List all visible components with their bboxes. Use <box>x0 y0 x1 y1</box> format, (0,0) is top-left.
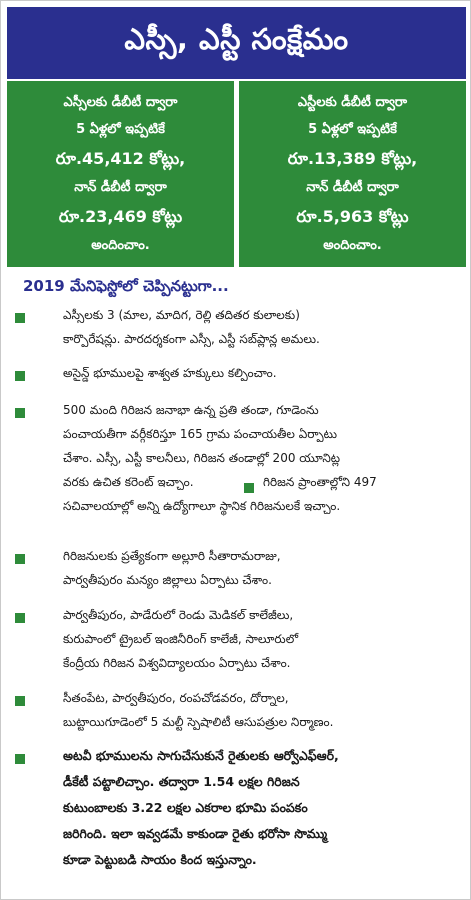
bullet-square-icon <box>15 696 25 706</box>
sc-dbt-amount: రూ.45,412 కోట్లు, <box>55 149 186 169</box>
bullet-text: పార్వతీపురం మన్యం జిల్లాలు ఏర్పాటు చేశాం. <box>63 573 272 587</box>
st-dbt-amount: రూ.13,389 కోట్లు, <box>287 149 418 169</box>
st-line-1: ఎస్టీలకు డీబీటీ ద్వారా <box>297 94 408 110</box>
bullet-text: చేశాం. ఎస్సీ, ఎస్టీ కాలనీలు, గిరిజన తండాల్లో 200 యూనిట్ల <box>63 451 341 465</box>
bullet-text: గిరిజనులకు ప్రత్యేకంగా అల్లూరి సీతారామరాజు, <box>63 549 281 563</box>
bullet-text: సచివాలయాల్లో అన్ని ఉద్యోగాలూ స్థానిక గిరిజనులకే ఇచ్చాం. <box>63 499 341 513</box>
bullet-square-icon <box>15 313 25 323</box>
bullet-text: వరకు ఉచిత కరెంట్ ఇచ్చాం. <box>63 475 194 489</box>
sc-line-4: అందించాం. <box>91 237 150 253</box>
bullet-square-icon <box>15 408 25 418</box>
panel-divider <box>235 87 237 261</box>
bullet-text: డీకేటీ పట్టాలిచ్చాం. తద్వారా 1.54 లక్షల గిరిజన <box>63 774 300 789</box>
sc-line-1: ఎస్సీలకు డీబీటీ ద్వారా <box>63 94 178 110</box>
bullet-text: పంచాయతీగా వర్గీకరిస్తూ 165 గ్రామ పంచాయతీల ఏర్పాటు <box>63 427 338 441</box>
bullet-text: కార్పొరేషన్లు. పారదర్శకంగా ఎస్సీ, ఎస్టీ సబ్‌ప్లాన్ల అమలు. <box>63 332 320 346</box>
bullet-text: అసైన్డ్ భూములపై శాశ్వత హక్కులు కల్పించాం. <box>63 366 277 380</box>
sc-funds-panel <box>7 81 234 267</box>
sc-line-3: నాన్ డీబీటీ ద్వారా <box>74 179 167 195</box>
st-line-3: నాన్ డీబీటీ ద్వారా <box>306 179 399 195</box>
bullet-square-icon <box>15 554 25 564</box>
sc-line-2: 5 ఏళ్లలో ఇప్పటికే <box>76 121 165 137</box>
bullet-text: పార్వతీపురం, పాడేరులో రెండు మెడికల్ కాలేజీలు, <box>63 608 294 622</box>
bullet-text: జరిగింది. ఇలా ఇవ్వడమే కాకుండా రైతు భరోసా సొమ్ము <box>63 826 328 841</box>
page-title: ఎస్సీ, ఎస్టీ సంక్షేమం <box>124 22 349 56</box>
bullet-text: కురుపాంలో ట్రైబల్ ఇంజినీరింగ్ కాలేజీ, సాలూరులో <box>63 632 299 646</box>
bullet-text: కూడా పెట్టుబడి సాయం కింద ఇస్తున్నాం. <box>63 852 257 867</box>
bullet-text: అటవీ భూములను సాగుచేసుకునే రైతులకు ఆర్వోఎఫ్ఆర్, <box>63 748 339 763</box>
bullet-square-icon <box>244 483 254 493</box>
bullet-text: ఎస్సీలకు 3 (మాల, మాదిగ, రెల్లి తదితర కులాలకు) <box>63 308 300 322</box>
bullet-text: బుట్టాయిగూడెంలో 5 మల్టీ స్పెషాలిటీ ఆసుపత్రుల నిర్మాణం. <box>63 715 334 729</box>
st-line-2: 5 ఏళ్లలో ఇప్పటికే <box>308 121 397 137</box>
title-banner <box>7 7 466 79</box>
st-non-dbt-amount: రూ.5,963 కోట్లు <box>296 206 409 226</box>
bullet-square-icon <box>15 371 25 381</box>
st-line-4: అందించాం. <box>323 237 382 253</box>
st-funds-panel <box>239 81 466 267</box>
bullet-text: 500 మంది గిరిజన జనాభా ఉన్న ప్రతి తండా, గూడెంను <box>63 403 319 417</box>
manifesto-subheading: 2019 మేనిఫెస్టోలో చెప్పినట్టుగా... <box>23 277 229 295</box>
bullet-text: గిరిజన ప్రాంతాల్లోని 497 <box>263 475 377 489</box>
bullet-text: సీతంపేట, పార్వతీపురం, రంపచోడవరం, దోర్నాల, <box>63 691 289 705</box>
bullet-square-icon <box>15 613 25 623</box>
sc-non-dbt-amount: రూ.23,469 కోట్లు <box>58 206 183 226</box>
bullet-square-icon <box>15 754 25 764</box>
bullet-text: కుటుంబాలకు 3.22 లక్షల ఎకరాల భూమి పంపకం <box>63 800 308 815</box>
bullet-text: కేంద్రీయ గిరిజన విశ్వవిద్యాలయం ఏర్పాటు చేశాం. <box>63 656 291 670</box>
